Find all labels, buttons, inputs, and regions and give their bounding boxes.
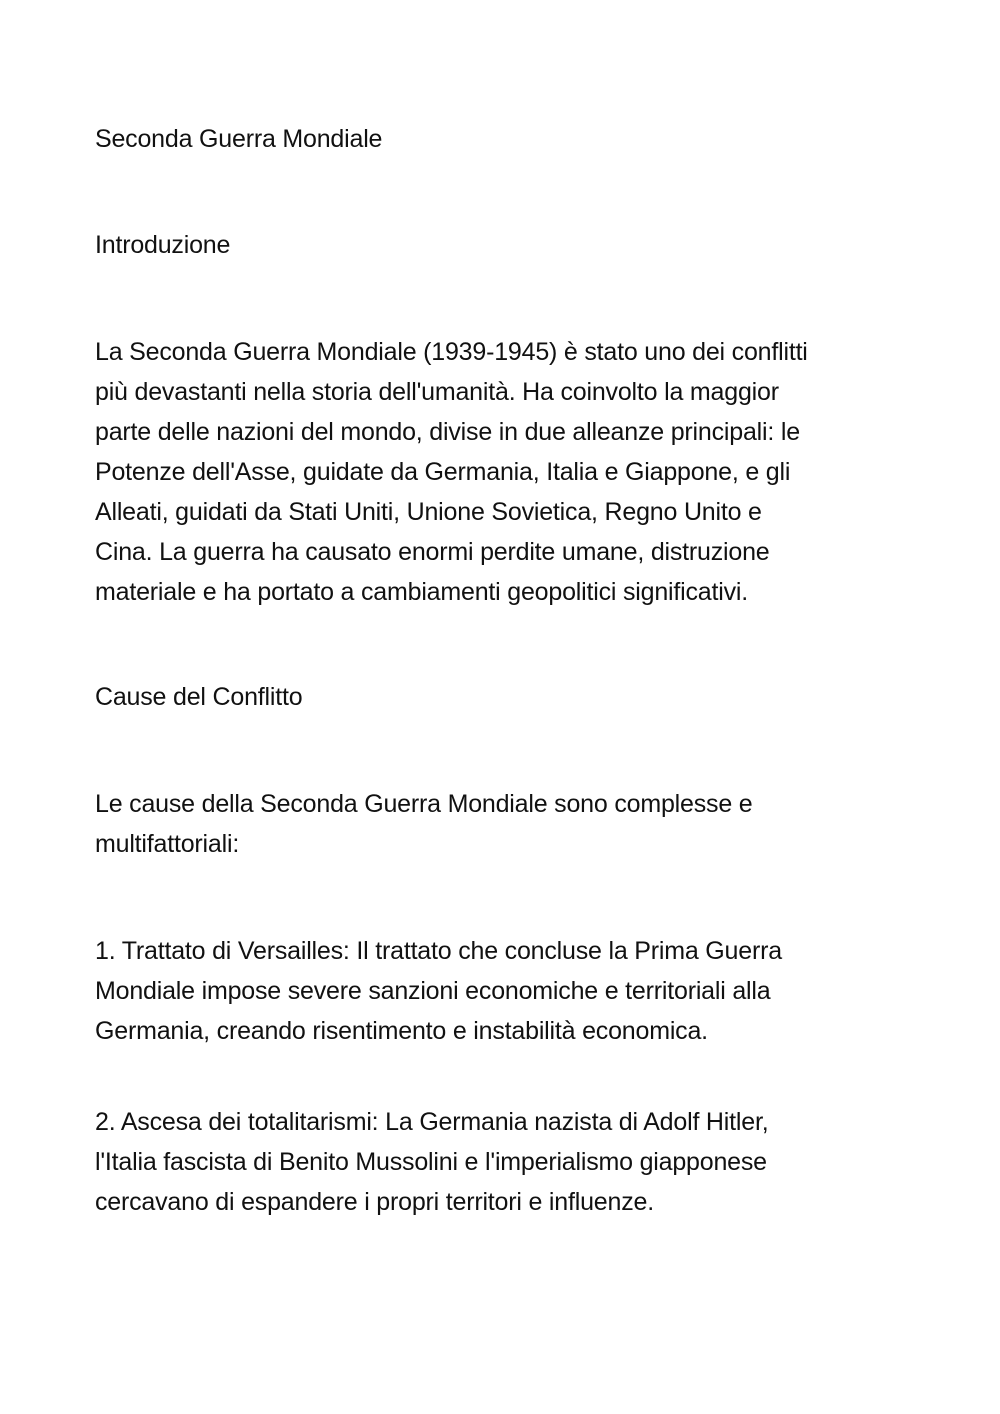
heading-text: Cause del Conflitto (95, 683, 303, 711)
section-heading-introduction (95, 225, 915, 265)
paragraph-line: Germania, creando risentimento e instabilità economica. (95, 1017, 708, 1045)
paragraph-line: Le cause della Seconda Guerra Mondiale sono complesse e (95, 790, 753, 818)
introduction-paragraph (95, 332, 915, 612)
cause-item-totalitarianism (95, 1102, 915, 1222)
paragraph-line: cercavano di espandere i propri territori e influenze. (95, 1188, 654, 1216)
paragraph-line: materiale e ha portato a cambiamenti geopolitici significativi. (95, 578, 749, 606)
paragraph-line: 1. Trattato di Versailles: Il trattato che concluse la Prima Guerra (95, 937, 782, 965)
paragraph-line: La Seconda Guerra Mondiale (1939-1945) è stato uno dei conflitti (95, 338, 808, 366)
paragraph-line: 2. Ascesa dei totalitarismi: La Germania nazista di Adolf Hitler, (95, 1108, 769, 1136)
title-text: Seconda Guerra Mondiale (95, 125, 383, 153)
causes-intro-paragraph (95, 784, 915, 864)
cause-item-versailles (95, 931, 915, 1051)
paragraph-line: Cina. La guerra ha causato enormi perdite umane, distruzione (95, 538, 770, 566)
paragraph-line: Alleati, guidati da Stati Uniti, Unione Sovietica, Regno Unito e (95, 498, 762, 526)
paragraph-line: Potenze dell'Asse, guidate da Germania, Italia e Giappone, e gli (95, 458, 791, 486)
paragraph-line: l'Italia fascista di Benito Mussolini e l'imperialismo giapponese (95, 1148, 767, 1176)
section-heading-causes (95, 677, 915, 717)
paragraph-line: Mondiale impose severe sanzioni economiche e territoriali alla (95, 977, 771, 1005)
paragraph-line: parte delle nazioni del mondo, divise in due alleanze principali: le (95, 418, 800, 446)
heading-text: Introduzione (95, 231, 231, 259)
paragraph-line: più devastanti nella storia dell'umanità. Ha coinvolto la maggior (95, 378, 779, 406)
paragraph-line: multifattoriali: (95, 830, 240, 858)
document-title (95, 119, 915, 159)
